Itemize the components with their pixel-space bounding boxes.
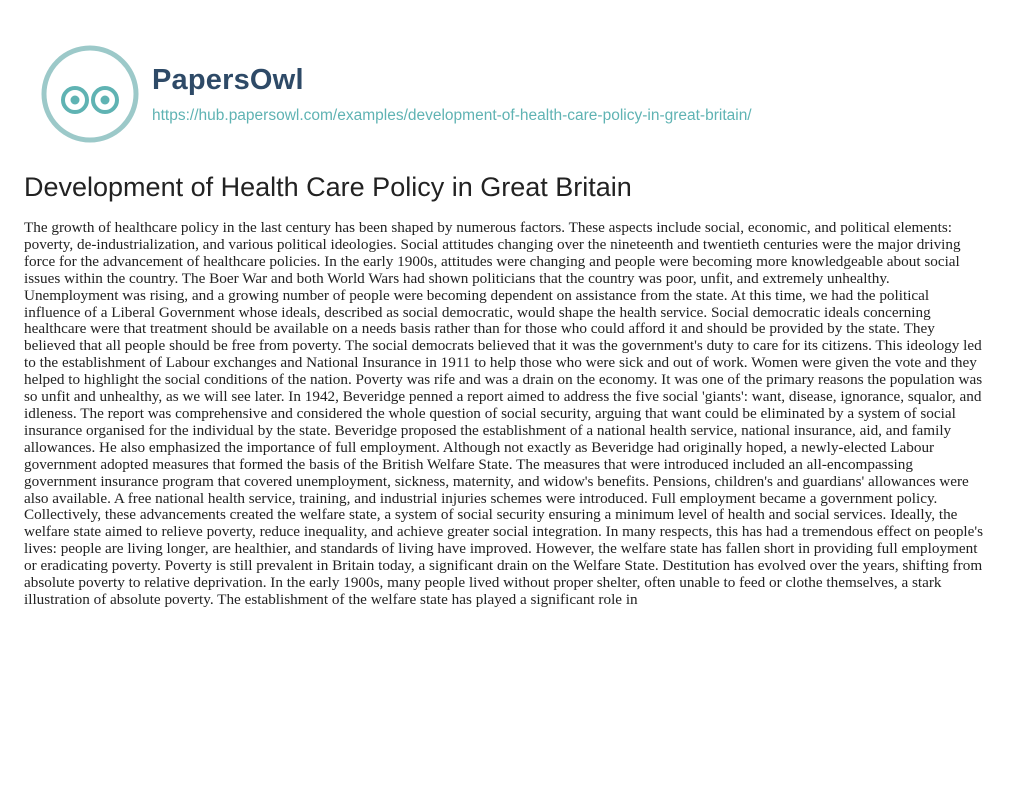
header [40, 44, 1000, 144]
owl-eyes-icon [40, 44, 140, 144]
source-url[interactable]: https://hub.papersowl.com/examples/development-of-health-care-policy-in-great-britain/ [152, 107, 752, 124]
logo-right-eye-pupil [101, 96, 110, 105]
brand-name: PapersOwl [152, 64, 304, 96]
logo-left-eye-pupil [71, 96, 80, 105]
document-body: The growth of healthcare policy in the last century has been shaped by numerous factors. These aspects include social, economic, and political elements: poverty, de-industrialization, and various political ideologies. Social attitudes changing over the nineteenth and twentieth centuries were the major driving force for the advancement of healthcare policies. In the early 1900s, attitudes were changing and people were becoming more knowledgeable about social issues within the country. The Boer War and both World Wars had shown politicians that the country was poor, unfit, and extremely unhealthy. Unemployment was rising, and a growing number of people were becoming dependent on assistance from the state. At this time, we had the political influence of a Liberal Government whose ideals, described as social democratic, would shape the health service. Social democratic ideals concerning healthcare were that treatment should be available on a needs basis rather than for those who could afford it and should be provided by the state. They believed that all people should be free from poverty. The social democrats believed that it was the government's duty to care for its citizens. This ideology led to the establishment of Labour exchanges and National Insurance in 1911 to help those who were sick and out of work. Women were given the vote and they helped to highlight the social conditions of the nation. Poverty was rife and was a drain on the economy. It was one of the primary reasons the population was so unfit and unhealthy, as we will see later. In 1942, Beveridge penned a report aimed to address the five social 'giants': want, disease, ignorance, squalor, and idleness. The report was comprehensive and considered the whole question of social security, arguing that want could be eliminated by a system of social insurance organised for the individual by the state. Beveridge proposed the establishment of a national health service, national insurance, aid, and family allowances. He also emphasized the importance of full employment. Although not exactly as Beveridge had originally hoped, a newly-elected Labour government adopted measures that formed the basis of the British Welfare State. The measures that were introduced included an all-encompassing government insurance program that covered unemployment, sickness, maternity, and widow's benefits. Pensions, children's and guardians' allowances were also available. A free national health service, training, and industrial injuries schemes were introduced. Full employment became a government policy. Collectively, these advancements created the welfare state, a system of social security ensuring a minimum level of health and social services. Ideally, the welfare state aimed to relieve poverty, reduce inequality, and achieve greater social integration. In many respects, this has had a tremendous effect on people's lives: people are living longer, are healthier, and standards of living have improved. However, the welfare state has fallen short in providing full employment or eradicating poverty. Poverty is still prevalent in Britain today, a significant drain on the Welfare State. Destitution has evolved over the years, shifting from absolute poverty to relative deprivation. In the early 1900s, many people lived without proper shelter, often unable to feed or clothe themselves, a stark illustration of absolute poverty. The establishment of the welfare state has played a significant role in [24, 219, 984, 608]
logo-outer-ring [44, 48, 136, 140]
document-title: Development of Health Care Policy in Great Britain [24, 172, 632, 202]
